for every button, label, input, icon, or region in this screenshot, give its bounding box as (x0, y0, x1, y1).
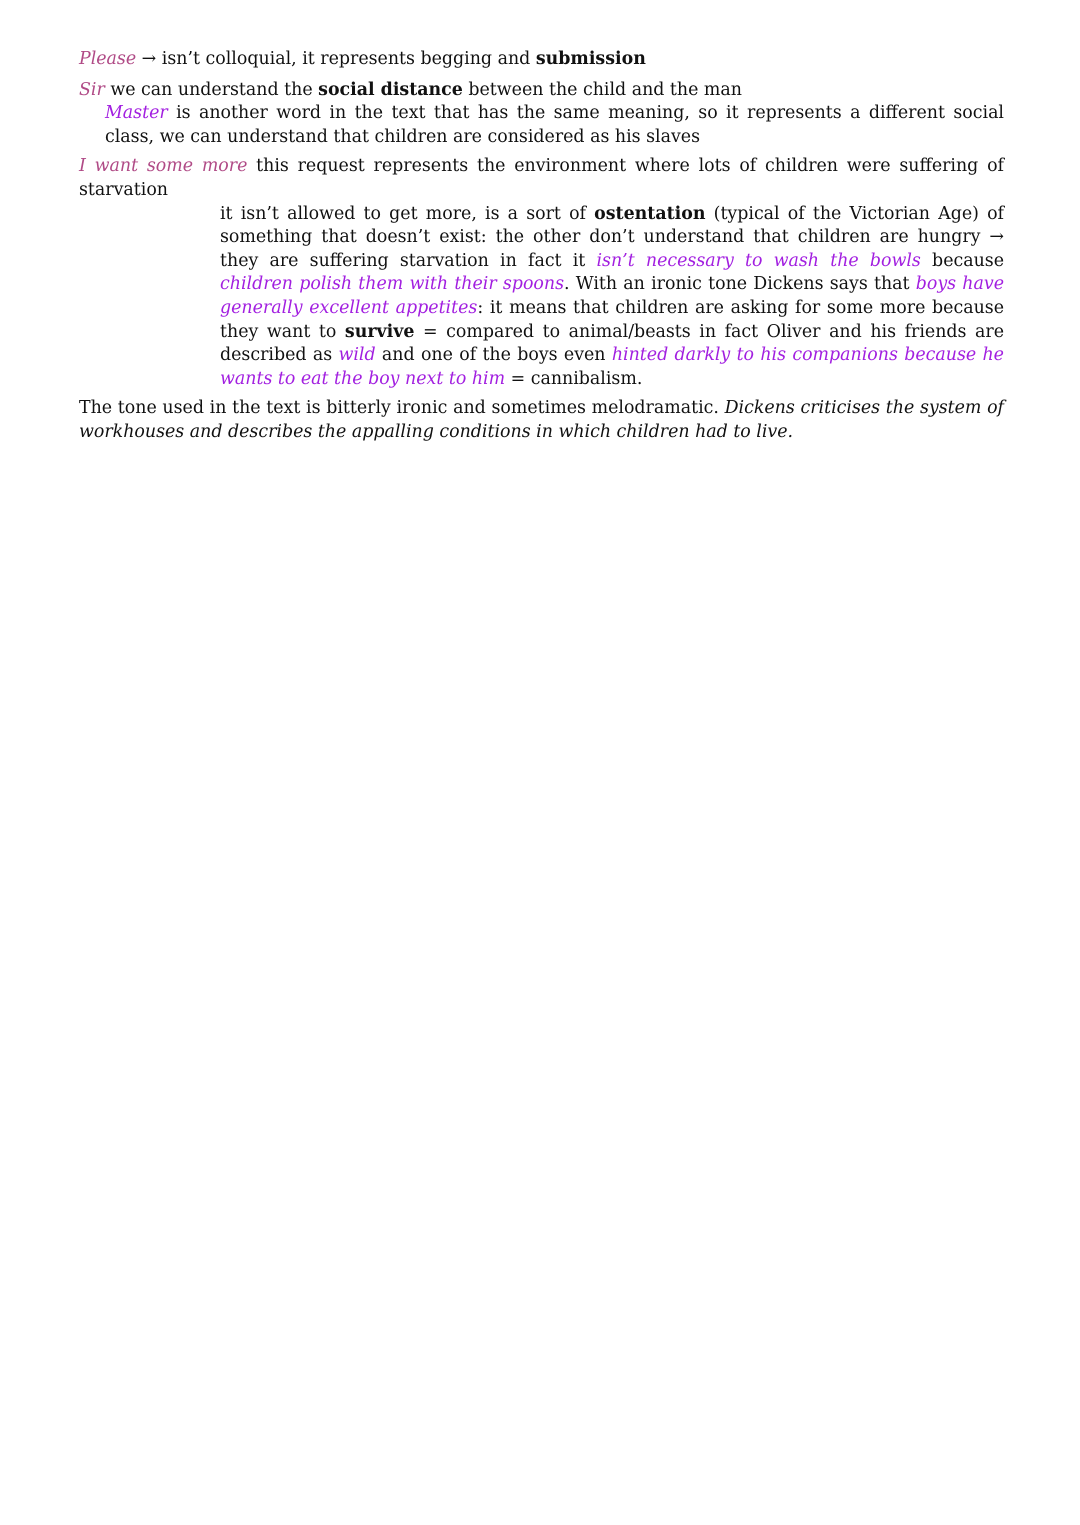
sir-text1: we can understand the (104, 79, 319, 100)
want-t1: it isn’t allowed to get more, is a sort of (220, 203, 595, 224)
quote-hinted: hinted darkly to his companions because he wants to eat the boy next to him (220, 345, 1004, 389)
quote-spoons: children polish them with their spoons (220, 274, 565, 295)
master-note (105, 102, 1004, 149)
want-t2: (typical of the Victorian Age) of something that doesn’t exist: the other don’t understand that children are hungry (220, 203, 1004, 248)
want-t5: . With an ironic tone Dickens says that (564, 274, 916, 295)
want-t8: and one of the boys even (375, 345, 612, 366)
want-first-text: this request represents the environment where lots of children were suffering of starvation (79, 156, 1004, 200)
want-b1: ostentation (594, 203, 706, 224)
term-master: Master (105, 103, 168, 124)
sir-text2: between the child and the man (462, 79, 742, 100)
quote-bowls: isn’t necessary to wash the bowls (596, 250, 921, 271)
arrow-icon: → (989, 227, 1004, 248)
tone-text: The tone used in the text is bitterly ironic and sometimes melodramatic. (79, 398, 725, 419)
arrow-icon: → (141, 49, 157, 69)
want-b2: survive (344, 321, 415, 342)
master-text: is another word in the text that has the same meaning, so it represents a different social class, we can understand that children are considered as his slaves (105, 103, 1004, 147)
paragraph-sir (79, 79, 1004, 150)
tone-italic: Dickens criticises the system of workhouses and describes the appalling conditions in which children had to live. (79, 398, 1004, 442)
paragraph-want-more (79, 155, 1004, 391)
paragraph-please (79, 48, 1004, 72)
term-want-more: I want some more (79, 156, 248, 177)
want-t4: because (920, 250, 1005, 271)
please-bold: submission (535, 49, 646, 69)
want-first-line (79, 155, 1004, 202)
term-sir: Sir (79, 79, 105, 100)
term-please: Please (79, 49, 137, 69)
quote-wild: wild (338, 345, 376, 366)
sir-bold: social distance (318, 79, 463, 100)
sir-line (79, 79, 1004, 103)
want-body (220, 203, 1004, 392)
want-t7: = compared to animal/beasts in fact Oliver and his friends are described as (220, 321, 1004, 366)
want-t6: : it means that children are asking for some more because they want to (220, 297, 1004, 342)
quote-appetites: boys have generally excellent appetites (220, 274, 1004, 318)
paragraph-tone (79, 397, 1004, 444)
document-page (79, 48, 1004, 451)
please-text: isn’t colloquial, it represents begging and (156, 49, 536, 69)
want-t3: they are suffering starvation in fact it (220, 250, 597, 271)
want-t9: = cannibalism. (505, 368, 643, 389)
